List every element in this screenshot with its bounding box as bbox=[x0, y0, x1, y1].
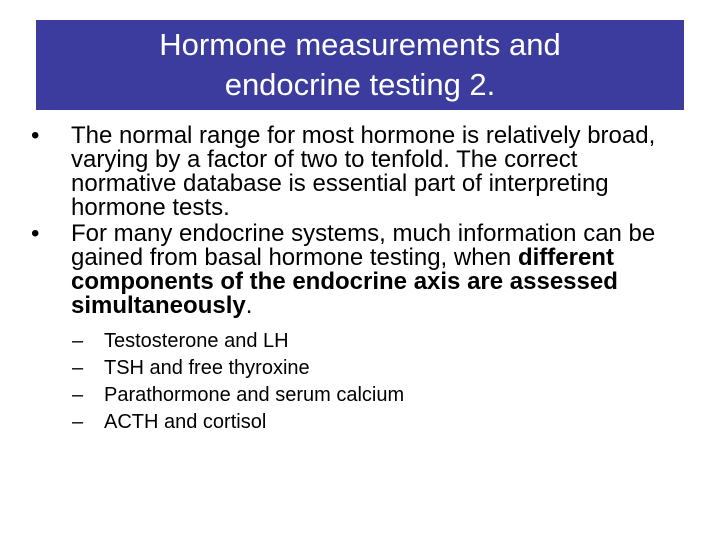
sub-item bbox=[71, 382, 680, 409]
title-line-2: endocrine testing 2. bbox=[224, 67, 496, 102]
bullet-item-1 bbox=[30, 124, 680, 220]
sub-item bbox=[71, 409, 680, 436]
bullet-text-2-emphasis: different components of the endocrine axis are assessed simultaneously bbox=[71, 244, 618, 319]
sub-item-text: Testosterone and LH bbox=[104, 330, 289, 352]
dash-icon: – bbox=[72, 384, 84, 406]
title-banner bbox=[36, 20, 684, 110]
sub-item bbox=[71, 328, 680, 355]
dash-icon: – bbox=[72, 330, 84, 352]
sub-item-text: TSH and free thyroxine bbox=[104, 357, 310, 379]
slide-body bbox=[30, 124, 680, 438]
bullet-list bbox=[30, 124, 680, 436]
sub-list bbox=[71, 328, 680, 436]
bullet-text-2: For many endocrine systems, much information can be gained from basal hormone testing, when bbox=[71, 220, 656, 271]
sub-item-text: Parathormone and serum calcium bbox=[104, 384, 405, 406]
bullet-text-2-end: . bbox=[245, 292, 253, 319]
sub-item-text: ACTH and cortisol bbox=[104, 411, 267, 433]
bullet-icon: • bbox=[31, 220, 40, 247]
bullet-icon: • bbox=[31, 122, 40, 149]
dash-icon: – bbox=[72, 357, 84, 379]
dash-icon: – bbox=[72, 411, 84, 433]
title-line-1: Hormone measurements and bbox=[159, 27, 561, 62]
bullet-text-1: The normal range for most hormone is relatively broad, varying by a factor of two to tenfold. The correct normative database is essential part of interpreting hormone tests. bbox=[71, 122, 656, 221]
sub-item bbox=[71, 355, 680, 382]
bullet-item-2 bbox=[30, 222, 680, 436]
slide-title bbox=[159, 25, 560, 105]
